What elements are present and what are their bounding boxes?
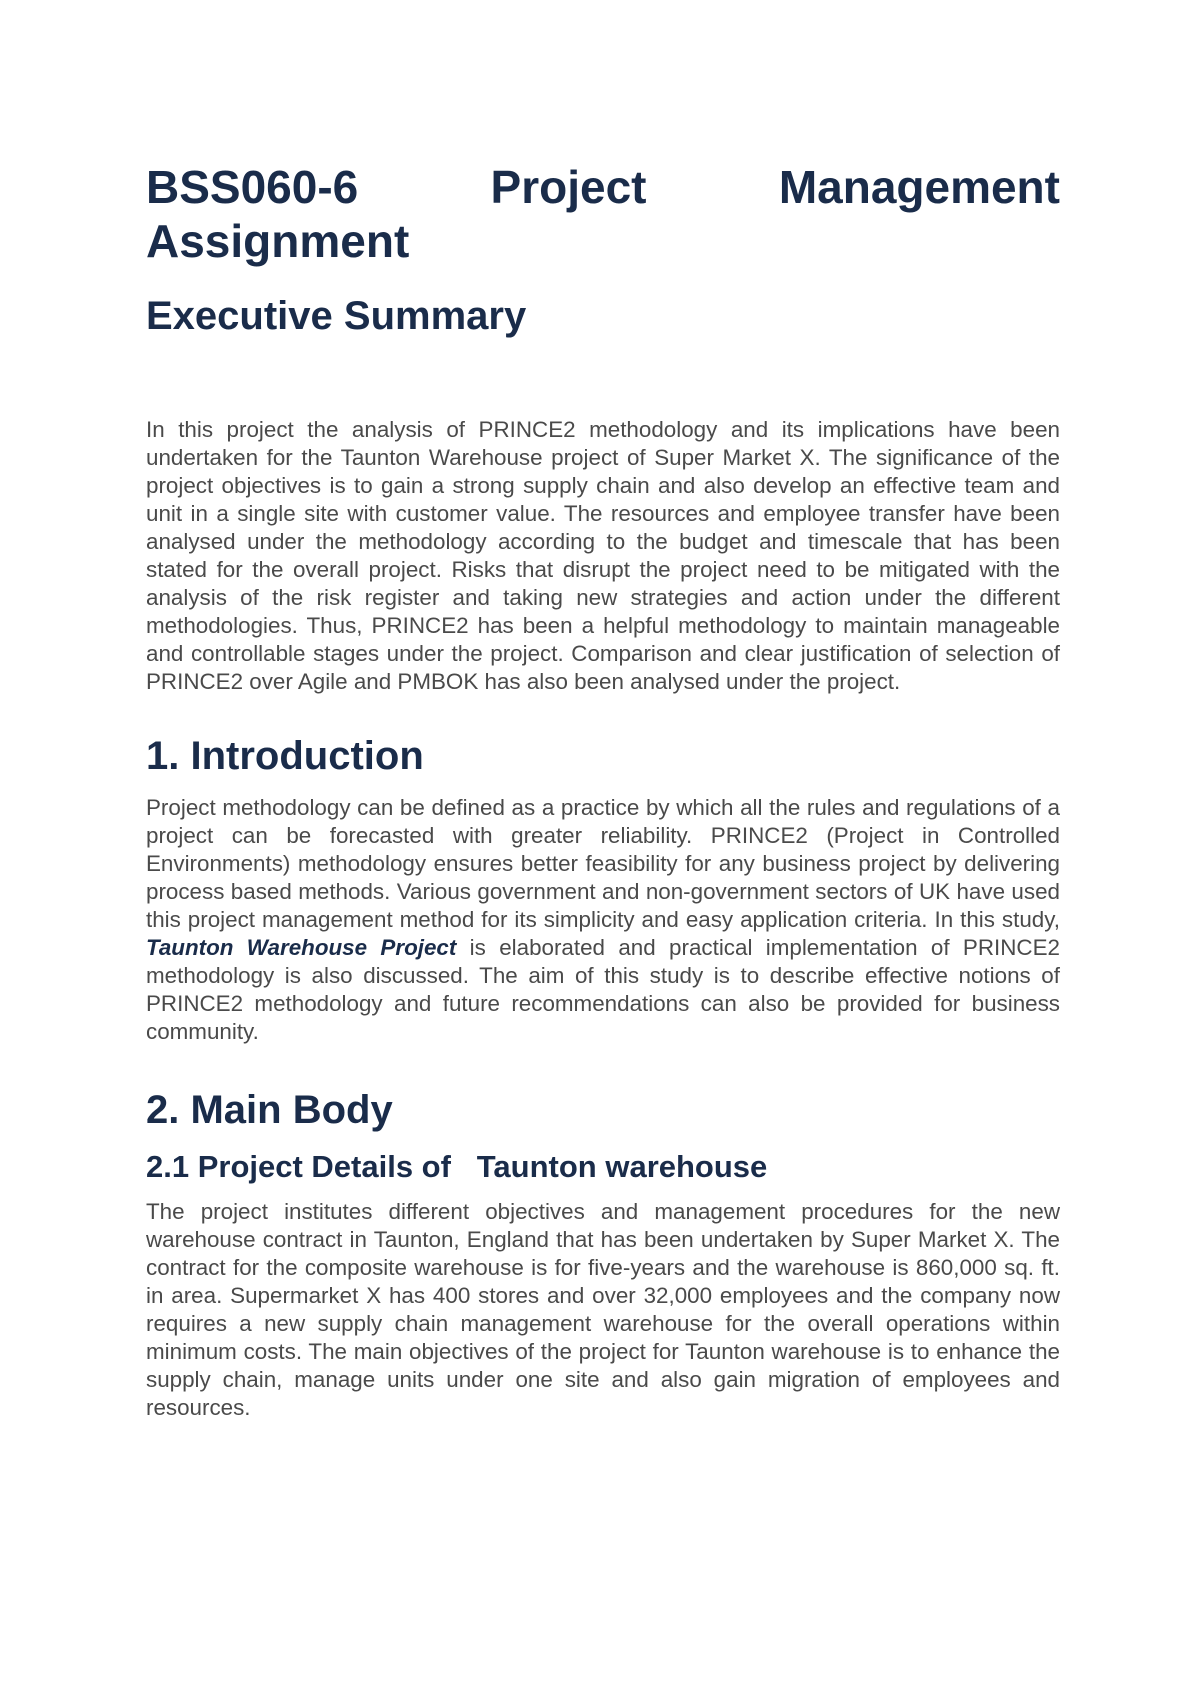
executive-summary-paragraph: In this project the analysis of PRINCE2 methodology and its implications have been undertaken for the Taunton Warehouse project of Super Market X. The significance of the project objectives is to gain a strong supply chain and also develop an effective team and unit in a single site with customer value. The resources and employee transfer have been analysed under the methodology according to the budget and timescale that has been stated for the overall project. Risks that disrupt the project need to be mitigated with the analysis of the risk register and taking new strategies and action under the different methodologies. Thus, PRINCE2 has been a helpful methodology to maintain manageable and controllable stages under the project. Comparison and clear justification of selection of PRINCE2 over Agile and PMBOK has also been analysed under the project.	[146, 417, 1060, 694]
project-details-subheading: 2.1 Project Details of Taunton warehouse	[146, 1149, 768, 1184]
introduction-text-after: is elaborated and practical implementation of PRINCE2 methodology is also discussed. The aim of this study is to describe effective notions of PRINCE2 methodology and future recommendations can also be provided for business community.	[146, 935, 1060, 1044]
introduction-heading: 1. Introduction	[146, 734, 424, 778]
document-title	[146, 160, 1060, 268]
project-details-paragraph: The project institutes different objectives and management procedures for the new warehouse contract in Taunton, England that has been undertaken by Super Market X. The contract for the composite warehouse is for five-years and the warehouse is 860,000 sq. ft. in area. Supermarket X has 400 stores and over 32,000 employees and the company now requires a new supply chain management warehouse for the overall operations within minimum costs. The main objectives of the project for Taunton warehouse is to enhance the supply chain, manage units under one site and also gain migration of employees and resources.	[146, 1199, 1060, 1420]
main-body-heading: 2. Main Body	[146, 1088, 393, 1132]
introduction-text-before: Project methodology can be defined as a practice by which all the rules and regulations of a project can be forecasted with greater reliability. PRINCE2 (Project in Controlled Environments) methodology ensures better feasibility for any business project by delivering process based methods. Various government and non-government sectors of UK have used this project management method for its simplicity and easy application criteria. In this study,	[146, 795, 1060, 932]
title-word-assignment: Assignment	[146, 215, 410, 267]
introduction-paragraph	[146, 794, 1060, 1046]
document-title-line-1	[146, 160, 1060, 214]
document-page	[146, 160, 1060, 1422]
title-course-code: BSS060-6	[146, 161, 359, 213]
title-word-project: Project	[490, 161, 647, 213]
title-word-management: Management	[778, 161, 1060, 213]
introduction-emphasis-project-name: Taunton Warehouse Project	[146, 935, 457, 960]
executive-summary-heading: Executive Summary	[146, 294, 527, 338]
